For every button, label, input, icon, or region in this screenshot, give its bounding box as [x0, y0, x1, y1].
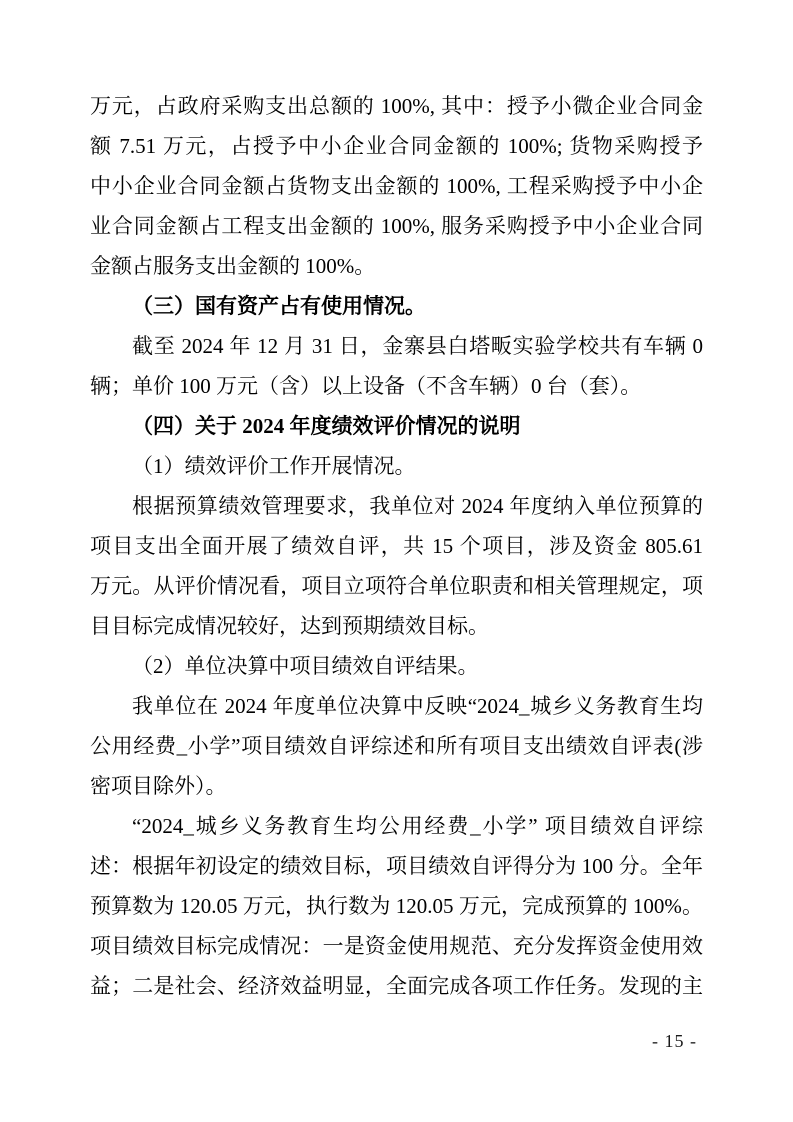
text-line: 金额占服务支出金额的 100%。 [90, 254, 376, 278]
text-line: （三）国有资产占有使用情况。 [132, 294, 426, 318]
text-line: 我单位在 2024 年度单位决算中反映“2024_城乡义务教育生均 [132, 694, 703, 718]
text-line: （2）单位决算中项目绩效自评结果。 [132, 654, 479, 678]
text-line: “2024_城乡义务教育生均公用经费_小学” 项目绩效自评综 [132, 814, 703, 838]
text-line: 根据预算绩效管理要求，我单位对 2024 年度纳入单位预算的 [132, 494, 703, 518]
text-line: 密项目除外）。 [90, 774, 227, 798]
text-line: 益；二是社会、经济效益明显，全面完成各项工作任务。发现的主 [90, 974, 703, 998]
text-line: 预算数为 120.05 万元，执行数为 120.05 万元，完成预算的 100%。 [90, 894, 703, 918]
text-line: （1）绩效评价工作开展情况。 [132, 454, 416, 478]
text-line: 公用经费_小学”项目绩效自评综述和所有项目支出绩效自评表(涉 [90, 734, 703, 758]
text-line: 目目标完成情况较好，达到预期绩效目标。 [90, 614, 489, 638]
text-line: 项目绩效目标完成情况：一是资金使用规范、充分发挥资金使用效 [90, 934, 703, 958]
text-line: （四）关于 2024 年度绩效评价情况的说明 [132, 414, 521, 438]
text-line: 辆；单价 100 万元（含）以上设备（不含车辆）0 台（套）。 [90, 374, 642, 398]
page-number: - 15 - [652, 1031, 697, 1051]
text-line: 项目支出全面开展了绩效自评，共 15 个项目，涉及资金 805.61 [90, 534, 703, 558]
text-line: 额 7.51 万元，占授予中小企业合同金额的 100%; 货物采购授予 [90, 134, 703, 158]
document-body [90, 86, 703, 1006]
text-line: 业合同金额占工程支出金额的 100%, 服务采购授予中小企业合同 [90, 214, 703, 238]
text-line: 中小企业合同金额占货物支出金额的 100%, 工程采购授予中小企 [90, 174, 703, 198]
text-line: 万元。从评价情况看，项目立项符合单位职责和相关管理规定，项 [90, 574, 703, 598]
text-line: 述：根据年初设定的绩效目标，项目绩效自评得分为 100 分。全年 [90, 854, 703, 878]
text-line: 万元，占政府采购支出总额的 100%, 其中：授予小微企业合同金 [90, 94, 703, 118]
text-line: 截至 2024 年 12 月 31 日，金寨县白塔畈实验学校共有车辆 0 [132, 334, 703, 358]
